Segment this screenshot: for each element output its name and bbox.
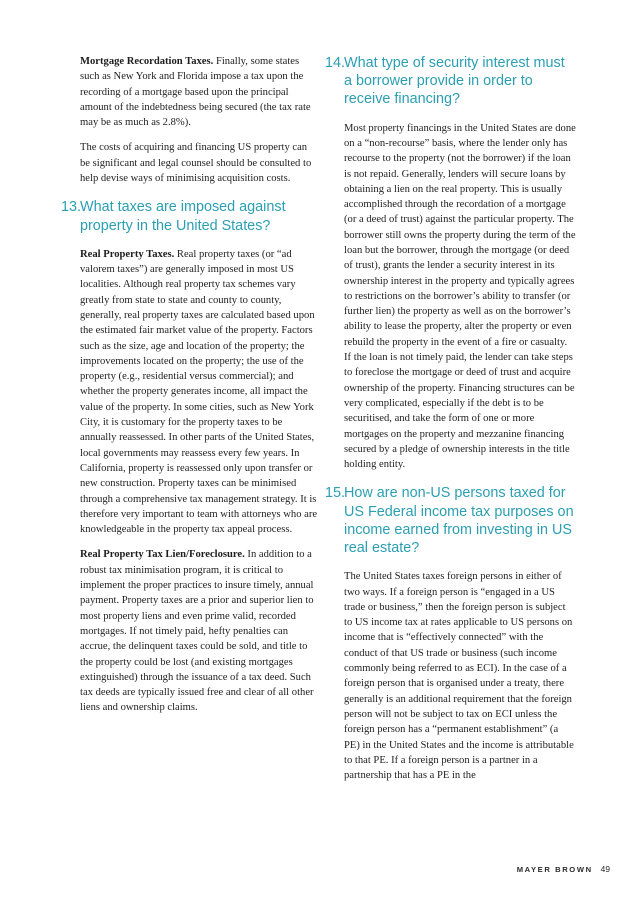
- question-15-heading: [325, 484, 576, 557]
- left-column: [61, 54, 318, 726]
- tax-lien-paragraph: [80, 547, 318, 715]
- question-title: How are non-US persons taxed for US Federal income tax purposes on income earned from investing in US real estate?: [344, 485, 574, 557]
- paragraph-text: Real property taxes (or “ad valorem taxes”) are generally imposed in most US localities. Although real property tax schemes vary greatly from state to state and county to county, generally, real property taxes are calculated based upon the estimated fair market value of the property. Factors such as the size, age and location of the property; the improvements located on the property; the use of the property (e.g., residential versus commercial); and whether the property generates income, all impact the value of the property. In some cities, such as New York City, it is customary for the property taxes to be annually reassessed. In other parts of the United States, local governments may reassess every few years. In California, property is reassessed only upon transfer or new construction. Property taxes can be minimised through a comprehensive tax management strategy. It is therefore very important to team with attorneys who are knowledgeable in the property tax appeal process.: [80, 248, 318, 536]
- question-13-heading: [61, 198, 318, 234]
- paragraph-lead: Mortgage Recordation Taxes.: [80, 56, 214, 67]
- question-title: What taxes are imposed against property in the United States?: [80, 199, 286, 234]
- page-number: 49: [600, 864, 610, 874]
- question-number: 13.: [61, 199, 82, 216]
- question-title: What type of security interest must a borrower provide in order to receive financing?: [344, 55, 565, 108]
- paragraph-lead: Real Property Tax Lien/Foreclosure.: [80, 549, 245, 561]
- paragraph-text: In addition to a robust tax minimisation program, it is critical to implement the proper practices to insure timely, annual payment. Property taxes are a prior and superior lien to most property liens and even prime valid, recorded mortgages. If not timely paid, hefty penalties can accrue, the delinquent taxes could be sold, and title to the property could be lost (and existing mortgages extinguished) through the issuance of a tax deed. Such tax deeds are typically issued free and clear of all other liens and ownership claims.: [80, 549, 314, 714]
- question-number: 15.: [325, 485, 346, 502]
- mortgage-recordation-paragraph: [80, 54, 318, 130]
- paragraph-text: Finally, some states such as New York and Florida impose a tax upon the recording of a mortgage based upon the principal amount of the indebtedness being secured (the tax rate may be as much as 2.8%).: [80, 56, 311, 129]
- paragraph-lead: Real Property Taxes.: [80, 248, 175, 260]
- security-interest-paragraph: Most property financings in the United States are done on a “non-recourse” basis, where the lender only has recourse to the property (not the borrower) if the loan is not repaid. Generally, lenders will secure loans by obtaining a lien on the real property. This is usually accomplished through the recordation of a mortgage (or a deed of trust) against the particular property. The borrower still owns the property during the term of the loan but the borrower, through the mortgage (or deed of trust), grants the lender a security interest in its ownership interest in the property and typically agrees to restrictions on the borrower’s ability to transfer (or further lien) the property as well as on the borrower’s ability to lease the property, alter the property or even rebuild the property in the event of a fire or casualty. If the loan is not timely paid, the lender can take steps to foreclose the mortgage or deed of trust and acquire ownership of the property. Financing structures can be very complicated, especially if the debt is to be securitised, and take the form of one or more mortgages on the property and mezzanine financing secured by a pledge of ownership interests in the title holding entity.: [344, 122, 576, 471]
- right-column: [325, 54, 576, 793]
- brand-name: MAYER BROWN: [516, 865, 593, 874]
- acquisition-costs-paragraph: The costs of acquiring and financing US property can be significant and legal counsel should be consulted to help devise ways of minimising acquisition costs.: [80, 142, 312, 185]
- question-number: 14.: [325, 55, 346, 71]
- foreign-persons-paragraph: The United States taxes foreign persons in either of two ways. If a foreign person is “engaged in a US trade or business,” then the foreign person is subject to US income tax at rates applicable to US persons on income that is “effectively connected” with the conduct of that US trade or business (such income commonly being referred to as ECI). In the case of a foreign person that is organised under a treaty, there generally is an additional requirement that the foreign person will not be subject to tax on ECI unless the foreign person has a “permanent establishment” (a PE) in the United States and the income is attributable to that PE. If a foreign person is a partner in a partnership that has a PE in the: [344, 571, 574, 782]
- question-14-heading: [325, 54, 576, 109]
- page-footer: [517, 864, 610, 874]
- real-property-taxes-paragraph: [80, 247, 318, 538]
